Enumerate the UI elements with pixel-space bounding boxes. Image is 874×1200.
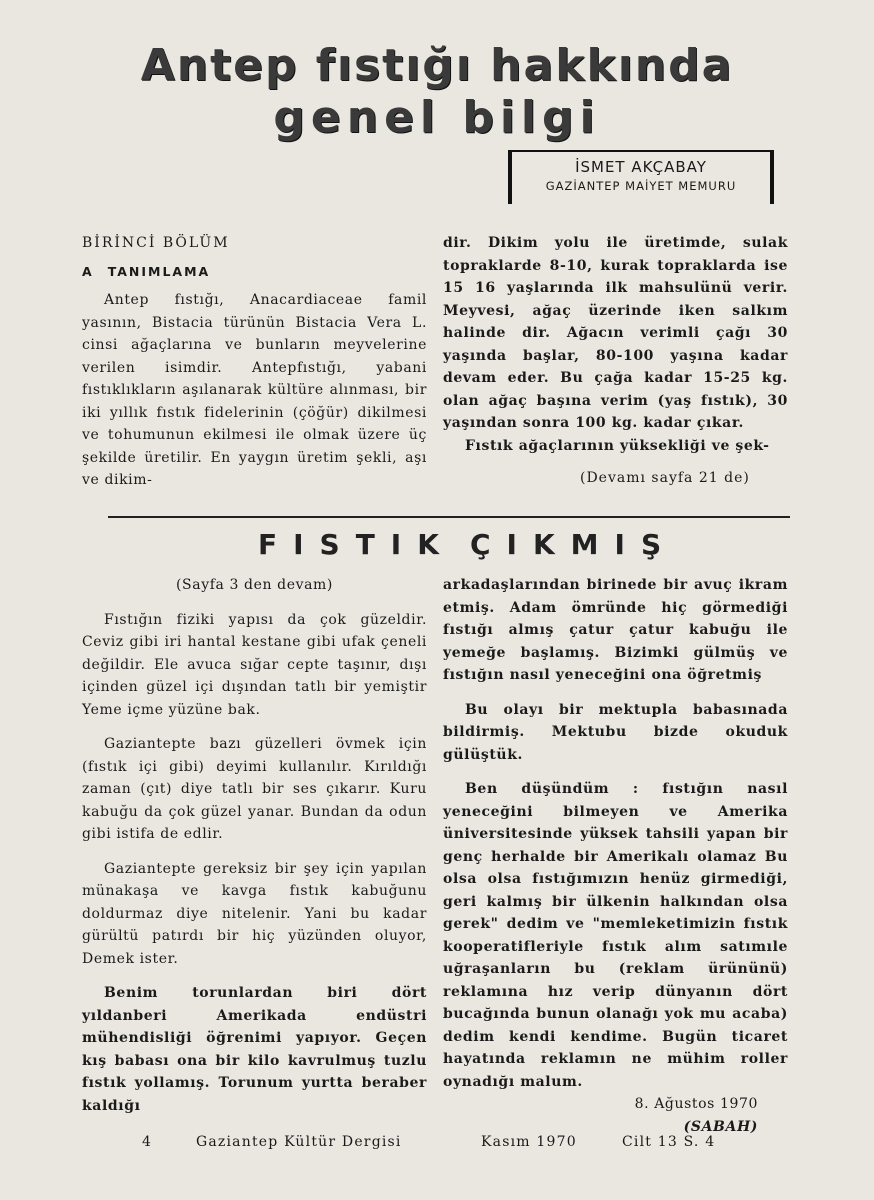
author-name: İSMET AKÇABAY <box>575 158 707 176</box>
article2-title-word1: FISTIK <box>258 528 455 561</box>
article1-paragraph: Fıstık ağaçlarının yüksekliği ve şek- <box>465 437 770 454</box>
article2-title-word2: ÇIKMIŞ <box>470 528 678 561</box>
article1-paragraph: Antep fıstığı, Anacardiaceae famil yasının, Bistacia türünün Bistacia Vera L. cinsi ağaçlarına ve bunların meyvelerine verilen isimdir. Antepfıstığı, yabani fıstıklıkların aşılanarak kültüre alınması, bir iki yıllık fıstık fidelerinin (çöğür) dikilmesi ve tohumunun ekilmesi ile olmak üzere üç şekilde üretilir. En yaygın üretim şekli, aşı ve dikim- <box>82 292 427 488</box>
sub-heading <box>82 261 427 284</box>
footer-page-number: 4 <box>142 1134 153 1150</box>
section-heading: BİRİNCİ BÖLÜM <box>82 235 230 251</box>
sub-heading-text: TANIMLAMA <box>107 263 211 279</box>
article-date: 8. Ağustos 1970 <box>634 1096 758 1112</box>
article2-paragraph: Gaziantepte bazı güzelleri övmek için (fıstık içi gibi) deyimi kullanılır. Kırıldığı zaman (çıt) diye tatlı bir ses çıkarır. Kuru kabuğu da çok güzel yanar. Bundan da odun gibi istifa de edlir. <box>82 736 427 842</box>
sub-heading-letter: A <box>82 263 94 279</box>
author-box <box>508 150 774 204</box>
author-role: GAZİANTEP MAİYET MEMURU <box>545 179 737 193</box>
article1-paragraph: dir. Dikim yolu ile üretimde, sulak topraklarde 8-10, kurak topraklarda ise 15 16 yaşlarında ilk mahsulünü verir. Meyvesi, ağaç üzerinde iken salkım halinde dir. Ağacın verimli çağı 30 yaşında başlar, 80-100 yaşına kadar devam eder. Bu çağa kadar 15-25 kg. olan ağaç başına verim (yaş fıstık), 30 yaşından sonra 100 kg. kadar çıkar. <box>443 235 788 431</box>
article-title-line1: Antep fıstığı hakkında <box>140 40 734 91</box>
article2-paragraph: Gaziantepte gereksiz bir şey için yapılan münakaşa ve kavga fıstık kabuğunu doldurmaz diye nitelenir. Yani bu kadar gürültü patırdı bir hiç yüzünden oluyor, Demek ister. <box>82 860 427 967</box>
article2-column1 <box>82 574 427 1117</box>
footer-volume: Cilt 13 S. 4 <box>622 1134 716 1150</box>
section-divider <box>108 516 790 518</box>
article1-column2 <box>443 232 788 457</box>
article2-paragraph: arkadaşlarından birinede bir avuç ikram etmiş. Adam ömründe hiç görmediği fıstığı almış çatur çatur kabuğu ile yemeğe başlamış. Bizimki gülmüş ve fıstığın nasıl yeneceğini ona öğretmiş <box>443 577 788 683</box>
footer-magazine-name: Gaziantep Kültür Dergisi <box>196 1134 402 1150</box>
article2-paragraph: Benim torunlardan biri dört yıldanberi Amerikada endüstri mühendisliği öğrenimi yapıyor. Geçen kış babası ona bir kilo kavrulmuş tuzlu fıstık yollamış. Torunum yurtta beraber kaldığı <box>82 985 427 1114</box>
continued-note: (Devamı sayfa 21 de) <box>580 470 750 486</box>
footer-issue-date: Kasım 1970 <box>481 1134 577 1150</box>
article-title-line2: genel bilgi <box>273 92 601 143</box>
article2-column2 <box>443 574 788 1138</box>
article2-paragraph: Ben düşündüm : fıstığın nasıl yeneceğini bilmeyen ve Amerika üniversitesinde yüksek tahsili yapan bir genç herhalde bir Amerikalı olamaz Bu olsa olsa fıstığımızın henüz girmediği, geri kalmış bir ülkenin halkından olsa gerek" dedim ve "memleketimizin fıstık kooperatifleriyle fıstık alım satımıle uğraşanların bu (reklam ürününü) reklamına hız verip dünyanın dört bucağında bunun olanağı yok mu acaba) dedim kendi kendime. Bugün ticaret hayatında reklamın ne mühim roller oynadığı malum. <box>443 781 788 1090</box>
article2-paragraph: Fıstığın fiziki yapısı da çok güzeldir. Ceviz gibi iri hantal kestane gibi ufak çeneli değildir. Ele avuca sığar cepte taşınır, dışı içinden güzel içi dışından tatlı bir yemiştir Yeme içme yüzüne bak. <box>82 611 427 718</box>
continued-from-note: (Sayfa 3 den devam) <box>176 577 333 593</box>
article-source: (SABAH) <box>683 1118 758 1135</box>
article1-column1 <box>82 232 427 492</box>
article2-paragraph: Bu olayı bir mektupla babasınada bildirmiş. Mektubu bizde okuduk gülüştük. <box>443 701 788 763</box>
